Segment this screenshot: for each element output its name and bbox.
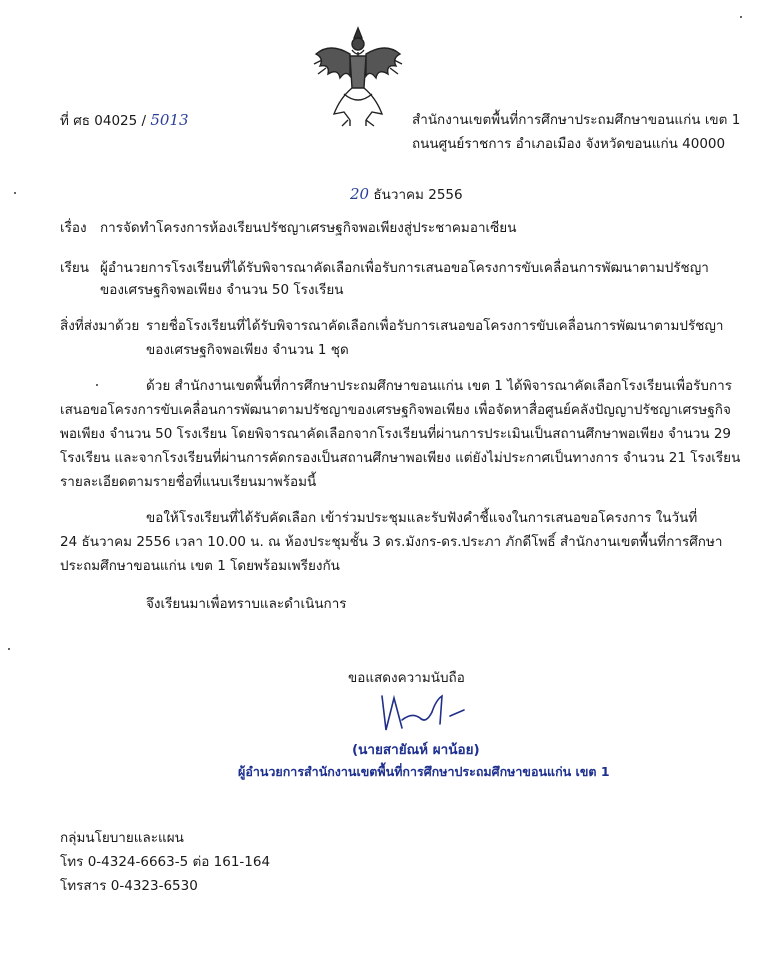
body-para2-line: 24 ธันวาคม 2556 เวลา 10.00 น. ณ ห้องประชุมชั้น 3 ดร.มังกร-ดร.ประภา ภักดีโพธิ์ สำนักงานเขตพื้นที่การศึกษา [60, 534, 723, 550]
enclosure-line-2: ของเศรษฐกิจพอเพียง จำนวน 1 ชุด [146, 342, 349, 358]
scan-speck [740, 16, 742, 18]
reference-number [60, 110, 189, 131]
subject-text: การจัดทำโครงการห้องเรียนปรัชญาเศรษฐกิจพอเพียงสู่ประชาคมอาเซียน [100, 220, 517, 236]
body-para2-line: ขอให้โรงเรียนที่ได้รับคัดเลือก เข้าร่วมประชุมและรับฟังคำชี้แจงในการเสนอขอโครงการ ในวันที่ [146, 510, 698, 526]
to-line-2: ของเศรษฐกิจพอเพียง จำนวน 50 โรงเรียน [100, 282, 344, 298]
office-address: ถนนศูนย์ราชการ อำเภอเมือง จังหวัดขอนแก่น 40000 [412, 136, 726, 152]
garuda-emblem-icon [310, 24, 406, 128]
date-day-handwritten: 20 [350, 185, 370, 203]
reference-prefix: ที่ ศธ 04025 / [60, 113, 147, 129]
to-line-1: ผู้อำนวยการโรงเรียนที่ได้รับพิจารณาคัดเลือกเพื่อรับการเสนอขอโครงการขับเคลื่อนการพัฒนาตามปรัชญา [100, 260, 709, 276]
subject-label: เรื่อง [60, 220, 87, 236]
body-para1-line: โรงเรียน และจากโรงเรียนที่ผ่านการคัดกรองเป็นสถานศึกษาพอเพียง แต่ยังไม่ประกาศเป็นทางการ จำนวน 21 โรงเรียน [60, 450, 741, 466]
date-month-year: ธันวาคม 2556 [373, 187, 463, 203]
body-para2-line: ประถมศึกษาขอนแก่น เขต 1 โดยพร้อมเพรียงกัน [60, 558, 340, 574]
closing-salutation: ขอแสดงความนับถือ [348, 670, 465, 686]
enclosure-line-1: รายชื่อโรงเรียนที่ได้รับพิจารณาคัดเลือกเพื่อรับการเสนอขอโครงการขับเคลื่อนการพัฒนาตามปรัชญา [146, 318, 724, 334]
scan-speck [8, 648, 10, 650]
handwritten-signature-icon [372, 690, 472, 736]
contact-phone: โทร 0-4324-6663-5 ต่อ 161-164 [60, 854, 271, 870]
office-name: สำนักงานเขตพื้นที่การศึกษาประถมศึกษาขอนแก่น เขต 1 [412, 112, 741, 128]
body-para1-line: ด้วย สำนักงานเขตพื้นที่การศึกษาประถมศึกษาขอนแก่น เขต 1 ได้พิจารณาคัดเลือกโรงเรียนเพื่อรับการ [146, 378, 732, 394]
letter-date [350, 184, 463, 205]
scan-speck [14, 192, 16, 194]
scan-speck [96, 384, 98, 386]
body-para1-line: เสนอขอโครงการขับเคลื่อนการพัฒนาตามปรัชญาของเศรษฐกิจพอเพียง เพื่อจัดหาสื่อศูนย์คลังปัญญาปรัชญาเศรษฐกิจ [60, 402, 731, 418]
reference-handwritten-number: 5013 [150, 111, 189, 129]
body-para3: จึงเรียนมาเพื่อทราบและดำเนินการ [146, 596, 347, 612]
contact-fax: โทรสาร 0-4323-6530 [60, 878, 198, 894]
signer-name: (นายสายัณห์ ผาน้อย) [352, 742, 480, 758]
signer-position: ผู้อำนวยการสำนักงานเขตพื้นที่การศึกษาประถมศึกษาขอนแก่น เขต 1 [238, 764, 610, 779]
contact-department: กลุ่มนโยบายและแผน [60, 830, 184, 846]
enclosure-label: สิ่งที่ส่งมาด้วย [60, 318, 140, 334]
to-label: เรียน [60, 260, 90, 276]
body-para1-line: พอเพียง จำนวน 50 โรงเรียน โดยพิจารณาคัดเลือกจากโรงเรียนที่ผ่านการประเมินเป็นสถานศึกษาพอเพียง จำนวน 29 [60, 426, 731, 442]
body-para1-line: รายละเอียดตามรายชื่อที่แนบเรียนมาพร้อมนี้ [60, 474, 317, 490]
